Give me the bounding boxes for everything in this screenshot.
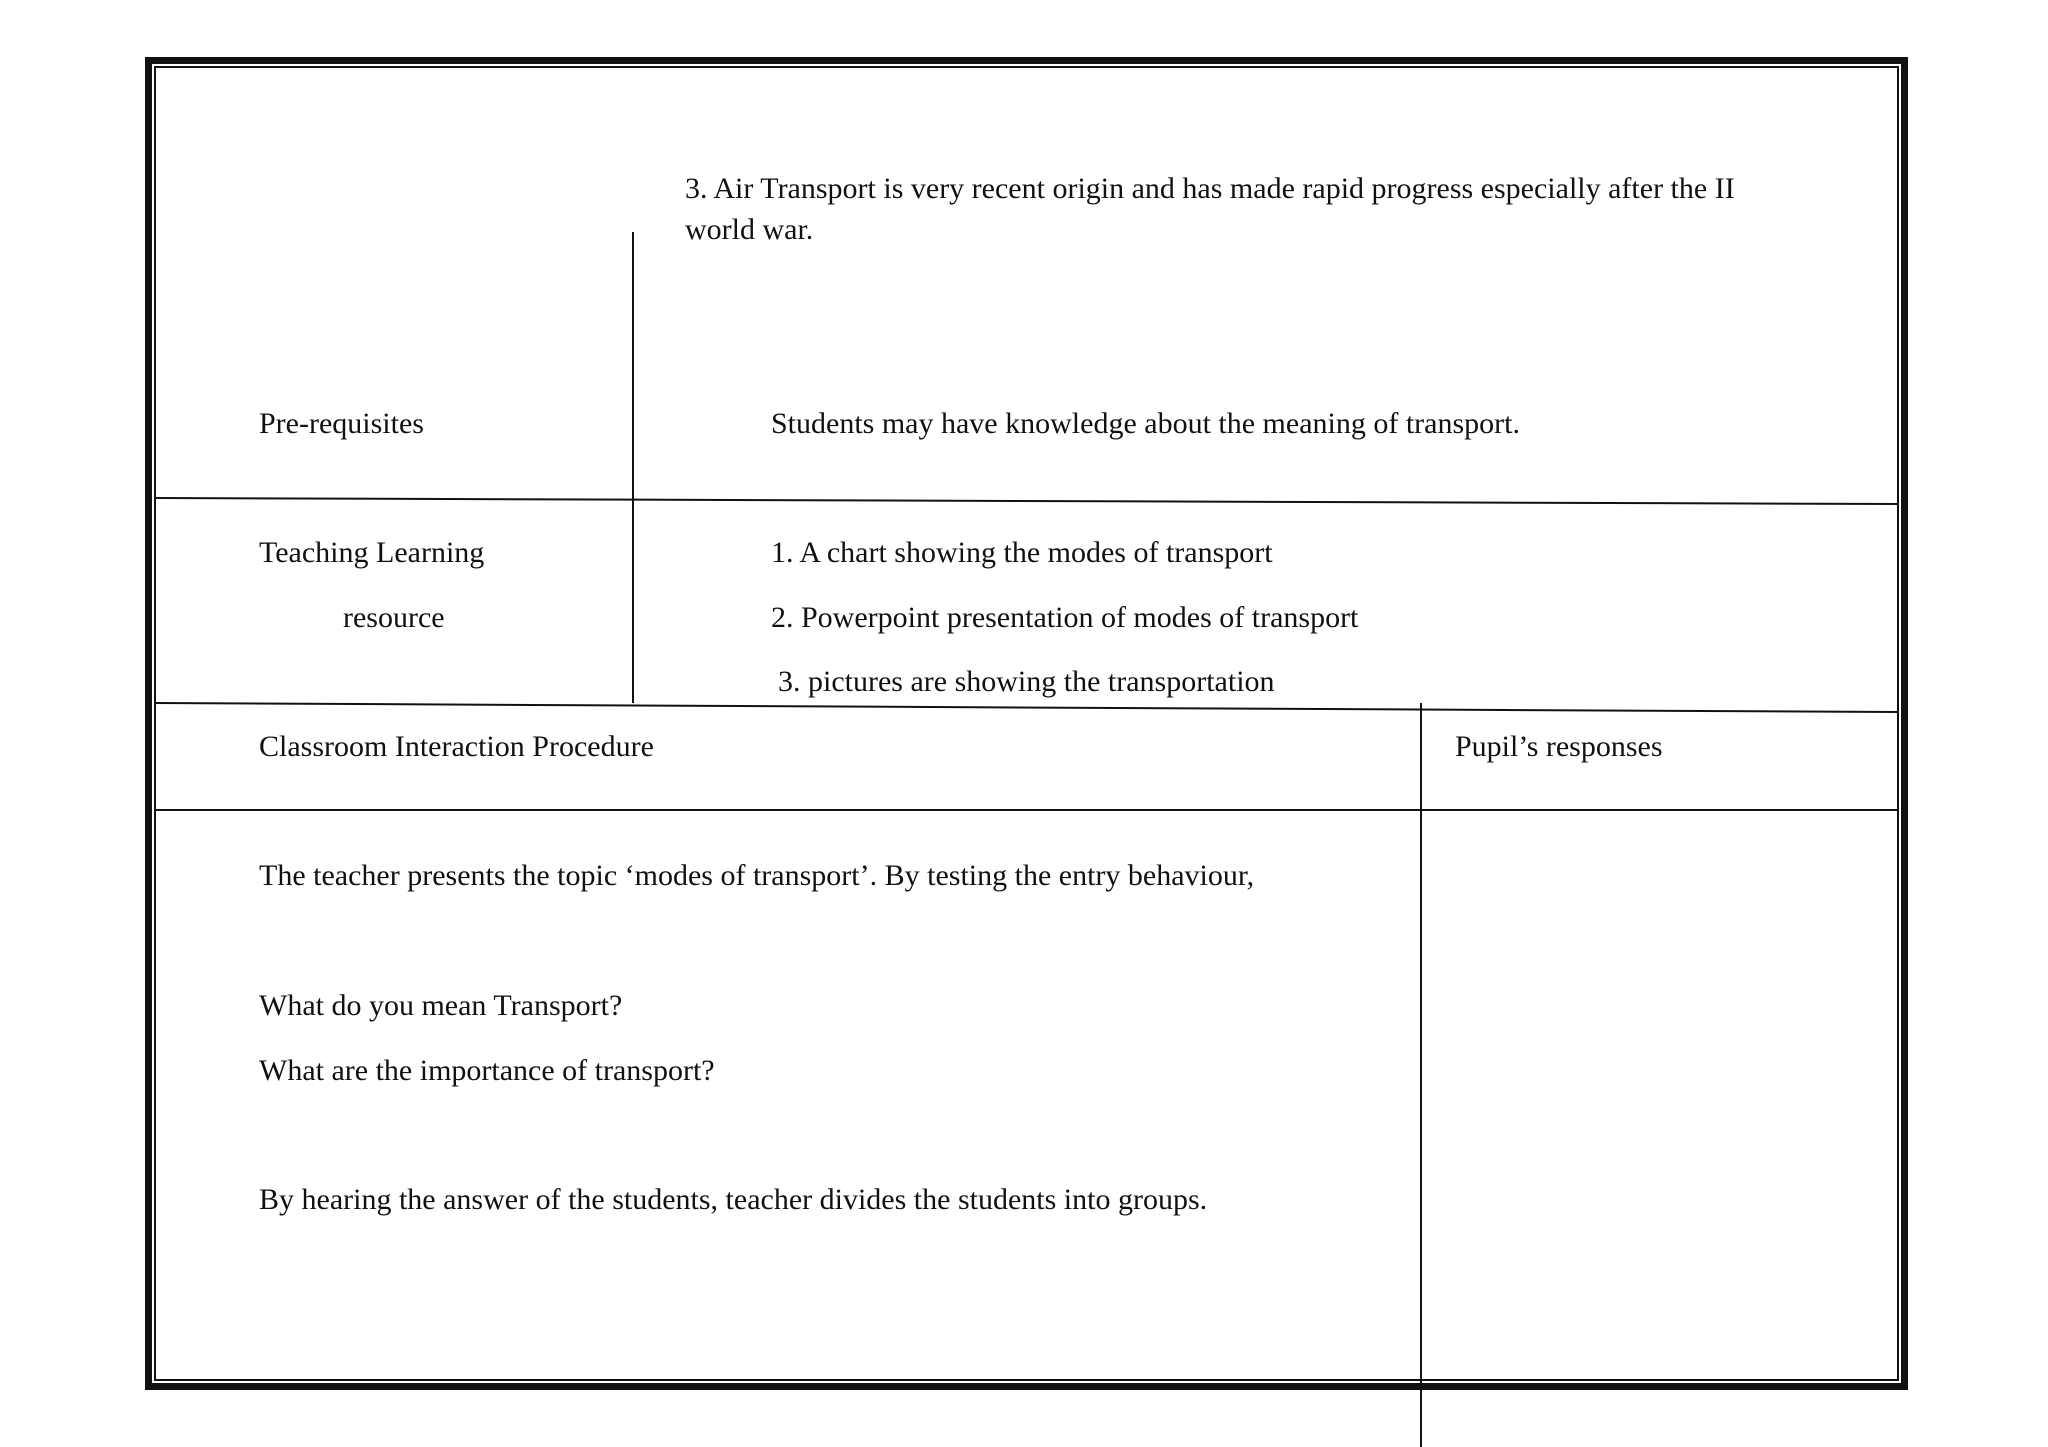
- responses-column-header: Pupil’s responses: [1455, 730, 1663, 763]
- resource-item-3: 3. pictures are showing the transportation: [778, 665, 1275, 698]
- prerequisites-label: Pre-requisites: [259, 407, 424, 440]
- procedure-column-header: Classroom Interaction Procedure: [259, 730, 654, 763]
- procedure-question-1: What do you mean Transport?: [259, 989, 623, 1022]
- prerequisites-text: Students may have knowledge about the meaning of transport.: [771, 407, 1520, 440]
- resource-item-2: 2. Powerpoint presentation of modes of transport: [771, 601, 1359, 634]
- resource-label-line-2: resource: [343, 601, 445, 634]
- procedure-intro: The teacher presents the topic ‘modes of transport’. By testing the entry behaviour,: [259, 859, 1255, 892]
- procedure-closing: By hearing the answer of the students, teacher divides the students into groups.: [259, 1183, 1208, 1216]
- procedure-question-2: What are the importance of transport?: [259, 1054, 715, 1087]
- air-transport-line-2: world war.: [685, 213, 814, 246]
- air-transport-text: [685, 168, 1805, 250]
- resource-item-1: 1. A chart showing the modes of transport: [771, 536, 1273, 569]
- resource-label-line-1: Teaching Learning: [259, 536, 485, 569]
- air-transport-line-1: 3. Air Transport is very recent origin and has made rapid progress especially after the II: [685, 172, 1735, 205]
